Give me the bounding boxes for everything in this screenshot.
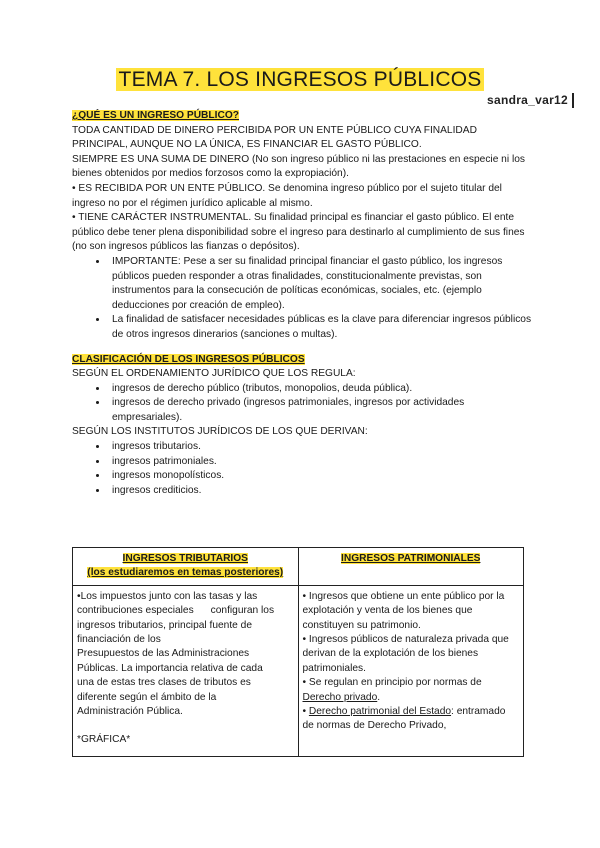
text-line: Administración Pública.: [77, 706, 183, 718]
author-watermark: sandra_var12: [487, 93, 574, 108]
list-item: • ingresos de derecho público (tributos, monopolios, deuda pública).: [108, 382, 532, 397]
classification-sub-ordenamiento: SEGÚN EL ORDENAMIENTO JURÍDICO QUE LOS REGULA:: [72, 368, 356, 380]
cell-tributarios: [73, 585, 299, 756]
text-line: •Los impuestos junto con las tasas y las: [77, 590, 258, 602]
text-fragment: : entramado de normas de Derecho Privado,: [302, 706, 506, 732]
section-heading-clasificacion: CLASIFICACIÓN DE LOS INGRESOS PÚBLICOS: [72, 353, 305, 365]
suma-dinero-paragraph: SIEMPRE ES UNA SUMA DE DINERO (No son ingreso público ni las prestaciones en especie ni los bienes obtenidos por medios forzosos como la expropiación).: [72, 153, 525, 180]
list-item: • ingresos monopolísticos.: [108, 469, 532, 484]
important-list: [72, 255, 532, 343]
text-line: financiación de los: [77, 634, 161, 646]
text-fragment: •: [302, 706, 309, 718]
list-item: • La finalidad de satisfacer necesidades públicas es la clave para diferenciar ingresos públicos de otros ingresos dinerarios (sanciones o multas).: [108, 313, 532, 342]
institutos-list: [72, 440, 532, 498]
cell-patrimoniales: [298, 585, 524, 756]
header-tributarios: [73, 548, 299, 586]
text-line: • Ingresos públicos de naturaleza privada que derivan de la explotación de los bienes patrimoniales.: [302, 634, 509, 674]
header-patrimoniales-title: INGRESOS PATRIMONIALES: [341, 553, 481, 564]
header-patrimoniales: [298, 548, 524, 586]
text-line: Presupuestos de las Administraciones: [77, 648, 250, 660]
list-item: • IMPORTANTE: Pese a ser su finalidad principal financiar el gasto público, los ingresos públicos pueden responder a otras finalidades, constitucionalmente previstas, son instrumentos para la consecución de políticas económicas, sociales, etc. (ejemplo deducciones por creación de empleo).: [108, 255, 532, 313]
text-line: diferente según el ámbito de la: [77, 691, 217, 703]
text-line: Públicas. La importancia relativa de cada: [77, 662, 263, 674]
table-header-row: [73, 548, 524, 586]
definition-paragraph: TODA CANTIDAD DE DINERO PERCIBIDA POR UN ENTE PÚBLICO CUYA FINALIDAD PRINCIPAL, AUNQUE NO LA ÚNICA, ES FINANCIAR EL GASTO PÚBLICO.: [72, 124, 477, 151]
classification-sub-institutos: SEGÚN LOS INSTITUTOS JURÍDICOS DE LOS QUE DERIVAN:: [72, 426, 368, 438]
section-heading-que-es: ¿QUÉ ES UN INGRESO PÚBLICO?: [72, 110, 239, 121]
ente-publico-paragraph: • ES RECIBIDA POR UN ENTE PÚBLICO. Se denomina ingreso público por el sujeto titular del ingreso no por el régimen jurídico aplicable al mismo.: [72, 182, 502, 209]
text-line: ingresos tributarios, principal fuente de: [77, 619, 252, 631]
text-line: [303, 676, 520, 705]
comparison-table: [72, 547, 524, 757]
header-tributarios-title: INGRESOS TRIBUTARIOS: [122, 553, 248, 564]
list-item: • ingresos de derecho privado (ingresos patrimoniales, ingresos por actividades empresariales).: [108, 396, 532, 425]
text-line: una de estas tres clases de tributos es: [77, 677, 251, 689]
text-line: contribuciones especiales configuran los: [77, 605, 275, 617]
list-item: • ingresos patrimoniales.: [108, 455, 532, 470]
page-title-text: TEMA 7. LOS INGRESOS PÚBLICOS: [116, 68, 485, 91]
text-fragment: • Se regulan en principio por normas de: [302, 677, 482, 689]
text-line: • Ingresos que obtiene un ente público por la explotación y venta de los bienes que constituyen su patrimonio.: [302, 590, 505, 631]
text-line: [303, 705, 520, 734]
grafica-placeholder: *GRÁFICA*: [77, 734, 131, 746]
list-item: • ingresos crediticios.: [108, 484, 532, 499]
text-fragment: .: [377, 691, 381, 703]
table-row: [73, 585, 524, 756]
ordenamiento-list: [72, 382, 532, 426]
main-content: [72, 109, 532, 498]
derecho-patrimonial-link: Derecho patrimonial del Estado: [308, 706, 452, 718]
header-tributarios-sub: (los estudiaremos en temas posteriores): [87, 567, 284, 579]
page-title: [0, 68, 600, 92]
derecho-privado-link: Derecho privado: [302, 691, 378, 703]
instrumental-paragraph: • TIENE CARÁCTER INSTRUMENTAL. Su finalidad principal es financiar el gasto público. El ente público debe tener plena disponibilidad sobre el ingreso para destinarlo al cumplimiento de sus fines (no son ingresos públicos las fianzas o depósitos).: [72, 212, 525, 253]
list-item: • ingresos tributarios.: [108, 440, 532, 455]
